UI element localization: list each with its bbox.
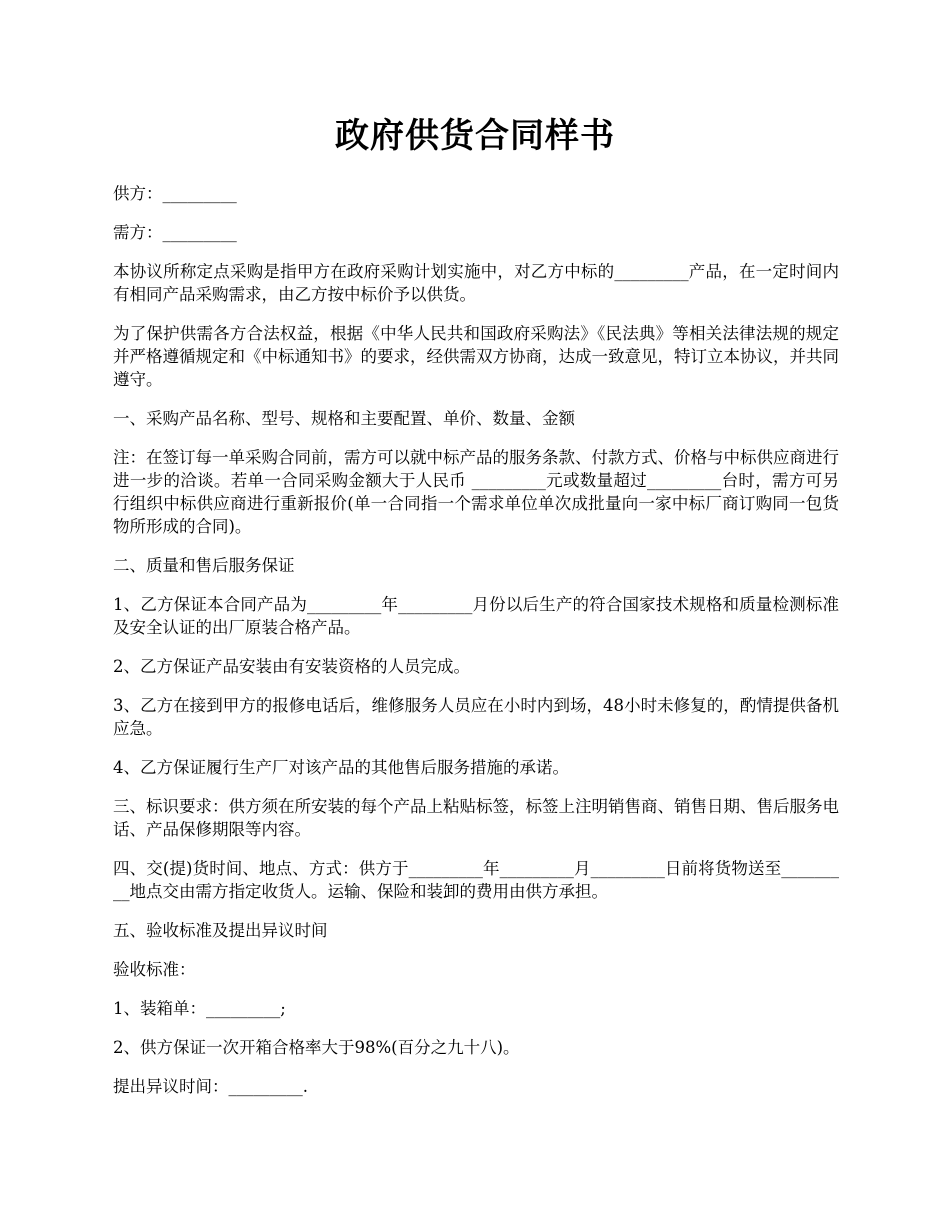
paragraph-definition: 本协议所称定点采购是指甲方在政府采购计划实施中，对乙方中标的_________产品，在一定时间内有相同产品采购需求，由乙方按中标价予以供货。 (113, 262, 839, 304)
acceptance-standard-label: 验收标准： (113, 960, 196, 979)
document-title: 政府供货合同样书 (335, 116, 615, 156)
supplier-line: 供方：_________ (113, 184, 237, 203)
clause-5-1: 1、装箱单：_________; (113, 999, 286, 1018)
section-heading-5: 五、验收标准及提出异议时间 (113, 921, 328, 940)
section-4-delivery: 四、交(提)货时间、地点、方式：供方于_________年_________月_________日前将货物送至_________地点交由需方指定收货人。运输、保险和装卸的费用由供方承担。 (113, 859, 839, 901)
clause-2-2: 2、乙方保证产品安装由有安装资格的人员完成。 (113, 657, 470, 676)
document-body (113, 182, 839, 1114)
section-heading-1: 一、采购产品名称、型号、规格和主要配置、单价、数量、金额 (113, 409, 575, 428)
paragraph-note: 注：在签订每一单采购合同前，需方可以就中标产品的服务条款、付款方式、价格与中标供应商进行进一步的洽谈。若单一合同采购金额大于人民币 _________元或数量超过_________台时，需方可另行组织中标供应商进行重新报价(单一合同指一个需求单位单次成批量向一家中标厂商订购同一包货物所形成的合同)。 (113, 448, 839, 536)
clause-2-4: 4、乙方保证履行生产厂对该产品的其他售后服务措施的承诺。 (113, 758, 569, 777)
clause-2-1: 1、乙方保证本合同产品为_________年_________月份以后生产的符合国家技术规格和质量检测标准及安全认证的出厂原装合格产品。 (113, 595, 839, 637)
section-heading-2: 二、质量和售后服务保证 (113, 556, 295, 575)
paragraph-purpose: 为了保护供需各方合法权益，根据《中华人民共和国政府采购法》《民法典》等相关法律法规的规定并严格遵循规定和《中标通知书》的要求，经供需双方协商，达成一致意见，特订立本协议，并共同遵守。 (113, 324, 839, 389)
section-3-labeling: 三、标识要求：供方须在所安装的每个产品上粘贴标签，标签上注明销售商、销售日期、售后服务电话、产品保修期限等内容。 (113, 797, 839, 839)
clause-2-3: 3、乙方在接到甲方的报修电话后，维修服务人员应在小时内到场，48小时未修复的，酌情提供备机应急。 (113, 696, 839, 738)
clause-5-2: 2、供方保证一次开箱合格率大于98%(百分之九十八)。 (113, 1038, 520, 1057)
objection-time-line: 提出异议时间：_________. (113, 1077, 308, 1096)
buyer-line: 需方：_________ (113, 223, 237, 242)
